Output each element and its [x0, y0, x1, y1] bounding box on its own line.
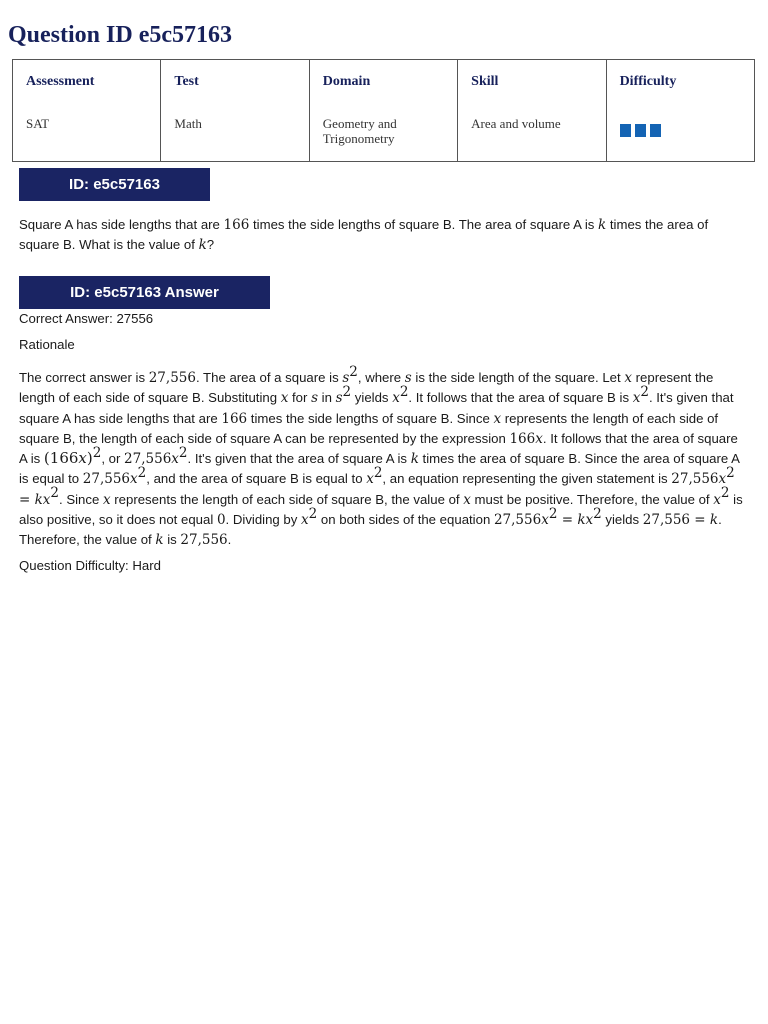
math-variable: x [624, 370, 632, 386]
skill-cell [458, 60, 606, 162]
math-variable: x [718, 471, 727, 488]
assessment-label: Assessment [26, 74, 95, 89]
math-variable: s [335, 390, 343, 407]
math-variable: x [366, 471, 374, 488]
rationale-text-part: is [163, 532, 181, 548]
rationale-text-part: yields [351, 390, 393, 406]
question-text-part: ? [206, 237, 215, 253]
math-variable: x [78, 449, 87, 468]
math-variable: k [198, 237, 207, 254]
rationale-text-part: . Dividing by [225, 512, 302, 528]
skill-value: Area and volume [471, 116, 561, 131]
assessment-cell [13, 60, 161, 162]
domain-label: Domain [322, 74, 371, 89]
domain-cell [309, 60, 457, 162]
math-operator: = [690, 512, 710, 529]
math-number: 27,556 [124, 451, 172, 468]
math-exponent: 2 [50, 485, 59, 502]
math-number: 27,556 [180, 532, 228, 549]
rationale-text-part: , or [101, 451, 125, 467]
math-variable: s [404, 370, 412, 386]
rationale-text-part: for [288, 390, 312, 406]
difficulty-bar-icon [635, 124, 646, 137]
skill-label: Skill [471, 74, 499, 89]
domain-value: Geometry and Trigonometry [322, 116, 397, 146]
rationale-text-part: on both sides of the equation [317, 512, 494, 528]
question-text-part: times the area of square B. What is the value of [19, 217, 709, 253]
difficulty-bar-icon [650, 124, 661, 137]
rationale-text-part: times the area of square B. Since the area of square A is equal to [19, 451, 740, 487]
math-variable: s [342, 370, 350, 386]
rationale-text-part: represents the length of each side of square B, the length of each side of square A can be represented by the expression [19, 410, 719, 446]
math-variable: x [632, 390, 641, 407]
math-variable: k [598, 217, 607, 233]
test-value: Math [174, 116, 202, 131]
question-difficulty: Question Difficulty: Hard [19, 558, 161, 573]
math-exponent: 2 [92, 444, 102, 461]
math-variable: k [410, 451, 419, 468]
difficulty-indicator [620, 124, 661, 137]
difficulty-bar-icon [620, 124, 631, 137]
math-number: 27,556 [493, 512, 542, 529]
math-exponent: 2 [640, 383, 649, 400]
math-variable: x [535, 430, 543, 447]
math-variable: x [280, 390, 289, 407]
rationale-text-part: . It's given that the area of square A is [187, 451, 411, 467]
math-number: 27,556 [671, 471, 719, 488]
answer-id-banner: ID: e5c57163 Answer [19, 276, 270, 309]
math-variable: x [392, 390, 400, 407]
math-variable: s [311, 390, 319, 407]
test-label: Test [174, 74, 199, 89]
math-exponent: 2 [349, 363, 358, 380]
rationale-text-part: . It's given that square A has side lengths that are [19, 390, 734, 426]
rationale-text-part: . The area of a square is [195, 370, 343, 385]
math-number: 27,556 [642, 512, 691, 529]
math-exponent: 2 [373, 465, 383, 482]
math-exponent: 2 [593, 505, 602, 522]
correct-answer: Correct Answer: 27556 [19, 311, 154, 326]
rationale-text-part: is the side length of the square. Let [411, 370, 625, 385]
rationale-text-part: represents the length of each side of square B, the value of [110, 491, 464, 507]
rationale-text-part: times the side lengths of square B. Since [247, 410, 494, 426]
rationale-text-part: , an equation representing the given statement is [382, 471, 672, 487]
math-exponent: 2 [399, 383, 409, 400]
math-number: 27,556 [148, 370, 196, 386]
math-exponent: 2 [342, 383, 352, 400]
math-variable: kx [577, 512, 594, 529]
math-exponent: 2 [137, 465, 147, 482]
rationale-text-part: . It follows that the area of square B is [408, 390, 633, 406]
math-variable: x [463, 491, 471, 508]
page-title: Question ID e5c57163 [8, 22, 232, 48]
rationale-text-part: . Therefore, the value of [19, 512, 722, 548]
math-exponent: 2 [178, 444, 188, 461]
rationale-label: Rationale [19, 337, 75, 352]
math-operator: = [557, 512, 578, 529]
math-number: 166 [221, 410, 248, 427]
math-variable: x [301, 512, 309, 529]
rationale-text-part: . It follows that the area of square A is [19, 430, 738, 467]
difficulty-cell [606, 60, 754, 162]
math-variable: x [130, 471, 138, 488]
math-number: 0 [216, 512, 226, 529]
math-exponent: 2 [726, 465, 735, 482]
math-number: 166 [223, 217, 250, 233]
math-operator: = [19, 491, 35, 508]
difficulty-label: Difficulty [619, 74, 677, 89]
math-exponent: 2 [548, 505, 558, 522]
assessment-value: SAT [26, 116, 50, 131]
math-variable: k [709, 512, 719, 529]
rationale-text [19, 363, 744, 551]
question-meta-table [12, 59, 755, 162]
math-variable: x [541, 512, 549, 529]
question-id-banner: ID: e5c57163 [19, 168, 210, 201]
rationale-text-part: . [227, 532, 232, 548]
question-text-part: Square A has side lengths that are [19, 217, 224, 232]
rationale-text-part: , where [357, 370, 405, 385]
rationale-text-part: , and the area of square B is equal to [146, 471, 367, 487]
rationale-text-part: in [318, 390, 336, 406]
math-exponent: 2 [308, 505, 318, 522]
rationale-text-part: . Since [59, 491, 103, 507]
math-number: (166 [43, 449, 79, 468]
rationale-text-part: represent the length of each side of square B. Substituting [19, 370, 714, 406]
rationale-text-part: must be positive. Therefore, the value of [470, 491, 714, 507]
math-number: ) [86, 449, 93, 468]
math-variable: x [713, 491, 721, 508]
math-exponent: 2 [720, 485, 730, 502]
math-number: 166 [509, 430, 536, 447]
math-variable: kx [34, 491, 51, 508]
math-variable: k [155, 532, 164, 549]
math-number: 27,556 [82, 471, 131, 488]
question-text [19, 215, 744, 256]
rationale-text-part: The correct answer is [19, 370, 149, 385]
rationale-text-part: is also positive, so it does not equal [19, 491, 743, 528]
question-text-part: times the side lengths of square B. The area of square A is [249, 217, 599, 232]
math-variable: x [102, 491, 111, 508]
math-variable: x [493, 410, 502, 427]
rationale-text-part: yields [601, 512, 643, 528]
test-cell [161, 60, 309, 162]
math-variable: x [171, 451, 179, 468]
